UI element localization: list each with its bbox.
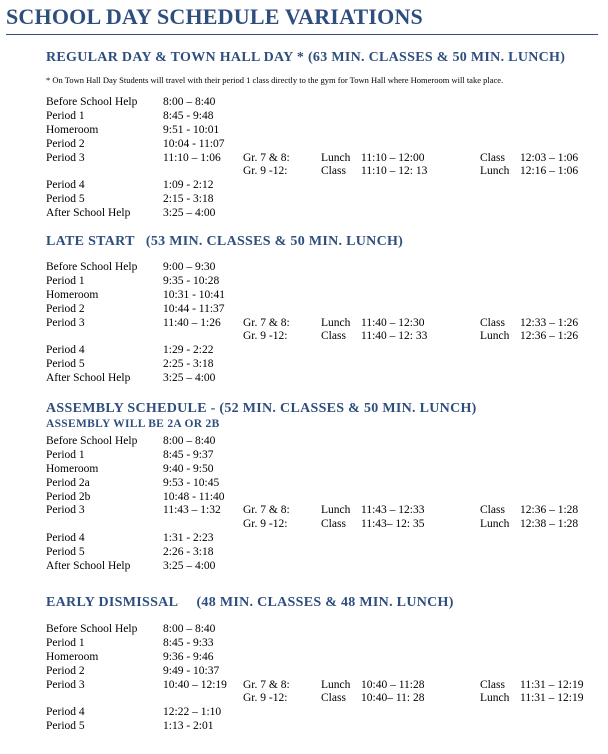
slot-type: Class (321, 518, 346, 531)
time-range: 10:40 – 12:19 (163, 678, 227, 691)
schedule-row (46, 303, 602, 317)
slot-type: Lunch (321, 678, 351, 691)
period-label: Period 5 (46, 193, 85, 206)
time-range: 10:48 - 11:40 (163, 490, 225, 503)
schedule-row (46, 637, 602, 651)
schedule-row (46, 124, 602, 138)
time-range: 8:45 - 9:37 (163, 448, 214, 461)
schedule-row (46, 623, 602, 637)
section-subheading: ASSEMBLY WILL BE 2A OR 2B (46, 418, 220, 430)
slot-time: 11:10 – 12:00 (361, 151, 425, 164)
section-note: * On Town Hall Day Students will travel with their period 1 class directly to the gym for Town Hall where Homeroom will take place. (46, 75, 504, 85)
schedule-row (46, 344, 602, 358)
slot-time: 10:40– 11: 28 (361, 692, 425, 705)
time-range: 1:31 - 2:23 (163, 532, 214, 545)
grade-group: Gr. 7 & 8: (243, 151, 290, 164)
schedule-row (46, 706, 602, 720)
period-label: Period 4 (46, 344, 85, 357)
period-label: Before School Help (46, 96, 138, 108)
schedule-row (46, 720, 602, 734)
slot-type: Class (321, 165, 346, 178)
slot-type: Lunch (480, 165, 510, 178)
time-range: 9:51 - 10:01 (163, 123, 220, 136)
schedule-row (46, 138, 602, 152)
time-range: 1:09 - 2:12 (163, 179, 214, 192)
period-label: After School Help (46, 560, 131, 573)
slot-type: Lunch (480, 518, 510, 531)
period-label: Period 3 (46, 151, 85, 164)
schedule-row (46, 560, 602, 574)
schedule-table (46, 623, 602, 734)
time-range: 2:15 - 3:18 (163, 193, 214, 206)
slot-type: Class (480, 151, 505, 164)
time-range: 10:04 - 11:07 (163, 137, 225, 150)
period-label: After School Help (46, 207, 131, 220)
schedule-row (46, 179, 602, 193)
time-range: 12:22 – 1:10 (163, 706, 222, 719)
schedule-row (46, 504, 602, 518)
period-label: Period 1 (46, 636, 85, 649)
period-label: Period 2b (46, 490, 91, 503)
slot-time: 11:40 – 12: 33 (361, 330, 428, 343)
schedule-row (46, 289, 602, 303)
time-range: 10:31 - 10:41 (163, 288, 225, 301)
time-range: 9:49 - 10:37 (163, 664, 220, 677)
schedule-row (46, 491, 602, 505)
schedule-row (46, 261, 602, 275)
grade-group: Gr. 9 -12: (243, 330, 288, 343)
slot-time: 12:33 – 1:26 (520, 316, 579, 329)
time-range: 2:25 - 3:18 (163, 358, 214, 371)
period-label: Period 4 (46, 179, 85, 192)
slot-time: 12:36 – 1:28 (520, 504, 579, 517)
slot-time: 11:31 – 12:19 (520, 692, 584, 705)
schedule-row (46, 372, 602, 386)
slot-time: 11:10 – 12: 13 (361, 165, 428, 178)
time-range: 2:26 - 3:18 (163, 546, 214, 559)
schedule-row (46, 165, 602, 179)
period-label: After School Help (46, 372, 131, 385)
page-title: SCHOOL DAY SCHEDULE VARIATIONS (6, 4, 423, 29)
grade-group: Gr. 9 -12: (243, 692, 288, 705)
period-label: Period 3 (46, 316, 85, 329)
period-label: Period 5 (46, 546, 85, 559)
slot-type: Class (321, 692, 346, 705)
schedule-row (46, 330, 602, 344)
period-label: Period 3 (46, 678, 85, 691)
time-range: 9:40 - 9:50 (163, 462, 214, 475)
schedule-table (46, 96, 602, 221)
slot-time: 11:40 – 12:30 (361, 316, 425, 329)
time-range: 8:00 – 8:40 (163, 96, 216, 108)
schedule-table (46, 261, 602, 386)
time-range: 11:10 – 1:06 (163, 151, 221, 164)
period-label: Before School Help (46, 435, 138, 447)
period-label: Period 1 (46, 274, 85, 287)
slot-type: Class (480, 316, 505, 329)
period-label: Homeroom (46, 462, 99, 475)
slot-type: Lunch (321, 316, 351, 329)
grade-group: Gr. 7 & 8: (243, 504, 290, 517)
slot-time: 12:36 – 1:26 (520, 330, 579, 343)
period-label: Period 5 (46, 358, 85, 371)
schedule-row (46, 435, 602, 449)
schedule-row (46, 679, 602, 693)
period-label: Before School Help (46, 623, 138, 635)
time-range: 9:36 - 9:46 (163, 650, 214, 663)
schedule-row (46, 463, 602, 477)
period-label: Period 2a (46, 476, 90, 489)
schedule-row (46, 110, 602, 124)
slot-type: Class (321, 330, 346, 343)
section-assembly (46, 401, 602, 574)
slot-time: 11:43 – 12:33 (361, 504, 425, 517)
schedule-row (46, 207, 602, 221)
grade-group: Gr. 9 -12: (243, 165, 288, 178)
time-range: 3:25 – 4:00 (163, 207, 216, 220)
time-range: 9:53 - 10:45 (163, 476, 220, 489)
section-heading: REGULAR DAY & TOWN HALL DAY * (63 MIN. CLASSES & 50 MIN. LUNCH) (46, 50, 566, 65)
time-range: 10:44 - 11:37 (163, 302, 225, 315)
period-label: Period 4 (46, 532, 85, 545)
slot-type: Lunch (321, 504, 351, 517)
time-range: 8:00 – 8:40 (163, 623, 216, 635)
schedule-row (46, 665, 602, 679)
time-range: 11:43 – 1:32 (163, 504, 221, 517)
slot-type: Class (480, 678, 505, 691)
schedule-row (46, 152, 602, 166)
slot-type: Lunch (321, 151, 351, 164)
time-range: 8:00 – 8:40 (163, 435, 216, 447)
schedule-row (46, 193, 602, 207)
section-heading: ASSEMBLY SCHEDULE - (52 MIN. CLASSES & 50 MIN. LUNCH) (46, 401, 477, 416)
period-label: Before School Help (46, 261, 138, 273)
section-heading: LATE START (53 MIN. CLASSES & 50 MIN. LUNCH) (46, 234, 404, 249)
section-late-start (46, 234, 602, 386)
time-range: 9:00 – 9:30 (163, 261, 216, 273)
time-range: 1:29 - 2:22 (163, 344, 214, 357)
period-label: Period 2 (46, 137, 85, 150)
schedule-row (46, 518, 602, 532)
period-label: Period 5 (46, 720, 85, 733)
period-label: Period 2 (46, 664, 85, 677)
slot-time: 12:03 – 1:06 (520, 151, 579, 164)
period-label: Period 1 (46, 109, 85, 122)
period-label: Homeroom (46, 123, 99, 136)
title-divider (6, 34, 598, 35)
slot-time: 12:16 – 1:06 (520, 165, 579, 178)
period-label: Homeroom (46, 650, 99, 663)
slot-type: Lunch (480, 692, 510, 705)
schedule-row (46, 477, 602, 491)
slot-type: Class (480, 504, 505, 517)
section-heading: EARLY DISMISSAL (48 MIN. CLASSES & 48 MIN. LUNCH) (46, 595, 454, 610)
schedule-table (46, 435, 602, 574)
slot-time: 10:40 – 11:28 (361, 678, 425, 691)
grade-group: Gr. 7 & 8: (243, 316, 290, 329)
period-label: Period 4 (46, 706, 85, 719)
schedule-row (46, 358, 602, 372)
period-label: Homeroom (46, 288, 99, 301)
schedule-row (46, 692, 602, 706)
time-range: 9:35 - 10:28 (163, 274, 220, 287)
schedule-row (46, 317, 602, 331)
grade-group: Gr. 7 & 8: (243, 678, 290, 691)
period-label: Period 3 (46, 504, 85, 517)
time-range: 3:25 – 4:00 (163, 372, 216, 385)
slot-type: Lunch (480, 330, 510, 343)
section-early-dismissal (46, 595, 602, 734)
slot-time: 11:43– 12: 35 (361, 518, 425, 531)
schedule-row (46, 546, 602, 560)
schedule-row (46, 275, 602, 289)
section-regular-day (46, 50, 602, 221)
time-range: 1:13 - 2:01 (163, 720, 214, 733)
slot-time: 11:31 – 12:19 (520, 678, 584, 691)
time-range: 3:25 – 4:00 (163, 560, 216, 573)
schedule-row (46, 651, 602, 665)
period-label: Period 2 (46, 302, 85, 315)
schedule-row (46, 96, 602, 110)
time-range: 8:45 - 9:48 (163, 109, 214, 122)
schedule-row (46, 449, 602, 463)
time-range: 11:40 – 1:26 (163, 316, 221, 329)
grade-group: Gr. 9 -12: (243, 518, 288, 531)
period-label: Period 1 (46, 448, 85, 461)
schedule-row (46, 532, 602, 546)
time-range: 8:45 - 9:33 (163, 636, 214, 649)
slot-time: 12:38 – 1:28 (520, 518, 579, 531)
